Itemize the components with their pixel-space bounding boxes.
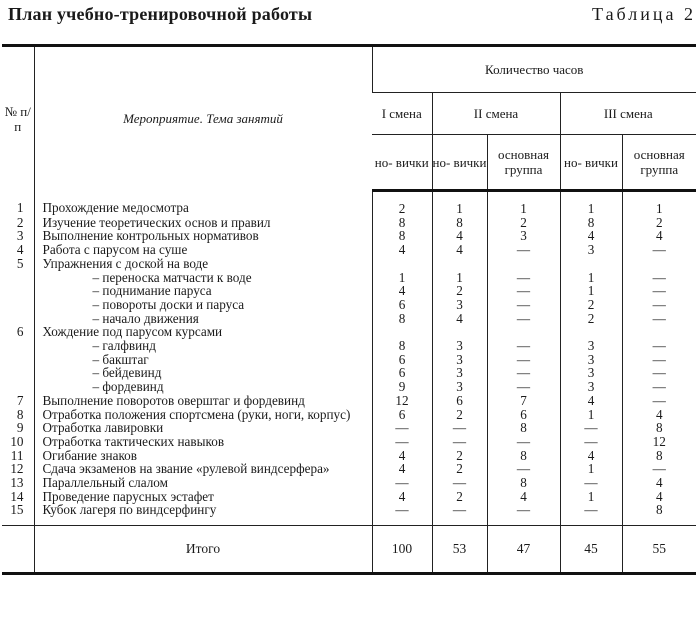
row-topic: Кубок лагеря по виндсерфингу — [34, 503, 372, 525]
row-number — [2, 271, 34, 285]
hours-value: 3 — [487, 229, 560, 243]
row-topic: Отработка лавировки — [34, 421, 372, 435]
hours-value: 8 — [487, 421, 560, 435]
hours-value — [487, 257, 560, 271]
hours-value: 1 — [487, 191, 560, 216]
col-header-shift-1: I смена — [372, 93, 432, 135]
hours-value: 4 — [560, 394, 622, 408]
row-subtopic: – поднимание паруса — [34, 284, 372, 298]
hours-value: 3 — [560, 339, 622, 353]
row-number: 11 — [10, 447, 24, 463]
row-number: 12 — [10, 461, 24, 477]
row-number — [2, 353, 34, 367]
col-header-novice: но- вички — [372, 135, 432, 191]
hours-value: — — [622, 380, 696, 394]
hours-value: 2 — [560, 312, 622, 326]
hours-value: 4 — [432, 243, 487, 257]
total-value: 45 — [560, 526, 622, 574]
row-number — [2, 284, 34, 298]
row-topic: Отработка положения спортсмена (руки, ноги, корпус) — [34, 408, 372, 422]
hours-value: — — [487, 284, 560, 298]
hours-value: 8 — [622, 421, 696, 435]
table-row — [2, 366, 696, 380]
hours-value: — — [560, 435, 622, 449]
hours-value: 1 — [560, 462, 622, 476]
table-row — [2, 462, 696, 476]
hours-value — [560, 257, 622, 271]
hours-value: — — [487, 462, 560, 476]
hours-value: 9 — [372, 380, 432, 394]
hours-value: 3 — [560, 380, 622, 394]
hours-value: 8 — [487, 476, 560, 490]
table-row — [2, 408, 696, 422]
table-header — [2, 46, 696, 191]
hours-value — [432, 257, 487, 271]
hours-value: — — [487, 503, 560, 525]
hours-value: 8 — [487, 449, 560, 463]
hours-value: 1 — [560, 284, 622, 298]
table-row — [2, 284, 696, 298]
col-header-novice: но- вички — [560, 135, 622, 191]
hours-value — [622, 325, 696, 339]
hours-value: — — [560, 476, 622, 490]
hours-value: 8 — [622, 503, 696, 525]
total-value: 47 — [487, 526, 560, 574]
hours-value: 4 — [372, 449, 432, 463]
row-topic: Упражнения с доской на воде — [34, 257, 372, 271]
table-row — [2, 229, 696, 243]
hours-value: 7 — [487, 394, 560, 408]
row-number: 8 — [16, 406, 24, 422]
table-row — [2, 298, 696, 312]
hours-value: — — [432, 421, 487, 435]
row-subtopic: – фордевинд — [34, 380, 372, 394]
page-header — [8, 4, 696, 28]
hours-value: 2 — [560, 298, 622, 312]
hours-value: 8 — [372, 229, 432, 243]
col-header-number: № п/п — [2, 46, 34, 191]
hours-value: 3 — [560, 243, 622, 257]
table-row — [2, 503, 696, 525]
row-topic: Проведение парусных эстафет — [34, 490, 372, 504]
hours-value: 2 — [432, 462, 487, 476]
hours-value: 1 — [432, 271, 487, 285]
row-subtopic: – переноска матчасти к воде — [34, 271, 372, 285]
hours-value: — — [487, 298, 560, 312]
hours-value: — — [622, 353, 696, 367]
hours-value: 4 — [487, 490, 560, 504]
hours-value: — — [487, 366, 560, 380]
row-number: 5 — [16, 255, 24, 271]
table-row — [2, 476, 696, 490]
hours-value — [560, 325, 622, 339]
hours-value: 6 — [372, 408, 432, 422]
col-header-hours: Количество часов — [372, 46, 696, 93]
total-value: 55 — [622, 526, 696, 574]
hours-value: 1 — [560, 191, 622, 216]
hours-value: 2 — [487, 216, 560, 230]
hours-value: — — [372, 476, 432, 490]
row-topic: Сдача экзаменов на звание «рулевой виндсерфера» — [34, 462, 372, 476]
hours-value: 2 — [622, 216, 696, 230]
hours-value: 4 — [372, 284, 432, 298]
table-row — [2, 394, 696, 408]
hours-value: 2 — [372, 191, 432, 216]
row-number: 1 — [16, 199, 24, 215]
hours-value: 4 — [372, 490, 432, 504]
table-row — [2, 339, 696, 353]
row-subtopic: – повороты доски и паруса — [34, 298, 372, 312]
hours-value: 3 — [432, 339, 487, 353]
row-number: 14 — [10, 488, 24, 504]
hours-value: 1 — [432, 191, 487, 216]
hours-value — [372, 257, 432, 271]
hours-value: — — [432, 503, 487, 525]
hours-value: 2 — [432, 408, 487, 422]
hours-value: — — [622, 271, 696, 285]
hours-value: 3 — [560, 353, 622, 367]
hours-value: 1 — [622, 191, 696, 216]
row-subtopic: – начало движения — [34, 312, 372, 326]
row-topic: Выполнение контрольных нормативов — [34, 229, 372, 243]
hours-value: — — [372, 503, 432, 525]
col-header-shift-3: III смена — [560, 93, 696, 135]
hours-value: — — [487, 243, 560, 257]
total-value: 100 — [372, 526, 432, 574]
hours-value: 4 — [622, 490, 696, 504]
table-body — [2, 191, 696, 526]
hours-value: 1 — [560, 490, 622, 504]
hours-value — [372, 325, 432, 339]
table-label: Таблица 2 — [592, 4, 696, 24]
hours-value: 3 — [432, 353, 487, 367]
row-topic: Огибание знаков — [34, 449, 372, 463]
row-topic: Работа с парусом на суше — [34, 243, 372, 257]
table-footer — [2, 526, 696, 574]
hours-value: — — [432, 476, 487, 490]
row-topic: Выполнение поворотов оверштаг и фордевинд — [34, 394, 372, 408]
hours-value: 4 — [622, 408, 696, 422]
row-topic: Изучение теоретических основ и правил — [34, 216, 372, 230]
col-header-novice: но- вички — [432, 135, 487, 191]
col-header-main-group: основная группа — [622, 135, 696, 191]
hours-value: — — [487, 435, 560, 449]
hours-value: 12 — [622, 435, 696, 449]
table-row — [2, 243, 696, 257]
hours-value: 3 — [432, 298, 487, 312]
total-label: Итого — [34, 526, 372, 574]
hours-value: — — [622, 312, 696, 326]
hours-value: — — [372, 435, 432, 449]
hours-value: 2 — [432, 490, 487, 504]
hours-value — [432, 325, 487, 339]
table-row — [2, 421, 696, 435]
total-row — [2, 526, 696, 574]
hours-value: 4 — [622, 476, 696, 490]
hours-value — [622, 257, 696, 271]
row-subtopic: – бакштаг — [34, 353, 372, 367]
hours-value: — — [622, 339, 696, 353]
table-row — [2, 271, 696, 285]
table-row — [2, 353, 696, 367]
hours-value: 4 — [372, 462, 432, 476]
hours-value: — — [487, 339, 560, 353]
hours-value: — — [622, 298, 696, 312]
hours-value: 6 — [372, 366, 432, 380]
hours-value: 8 — [372, 216, 432, 230]
row-number — [2, 312, 34, 326]
hours-value — [487, 325, 560, 339]
hours-value: 1 — [560, 271, 622, 285]
hours-value: 1 — [560, 408, 622, 422]
hours-value: 3 — [432, 366, 487, 380]
hours-value: 8 — [622, 449, 696, 463]
row-subtopic: – бейдевинд — [34, 366, 372, 380]
table-row — [2, 435, 696, 449]
hours-value: — — [487, 312, 560, 326]
table-row — [2, 257, 696, 271]
hours-value: 1 — [372, 271, 432, 285]
table-row — [2, 449, 696, 463]
row-topic: Хождение под парусом курсами — [34, 325, 372, 339]
hours-value: 4 — [432, 312, 487, 326]
row-number — [2, 380, 34, 394]
row-number: 3 — [16, 228, 24, 244]
hours-value: 8 — [372, 312, 432, 326]
table-row — [2, 325, 696, 339]
table-row — [2, 312, 696, 326]
row-topic: Прохождение медосмотра — [34, 191, 372, 216]
row-number: 15 — [10, 502, 24, 518]
hours-value: — — [622, 284, 696, 298]
table-row — [2, 380, 696, 394]
hours-value: 4 — [432, 229, 487, 243]
training-plan-table — [2, 44, 696, 575]
hours-value: 8 — [432, 216, 487, 230]
hours-value: 4 — [560, 449, 622, 463]
row-topic: Параллельный слалом — [34, 476, 372, 490]
hours-value: 6 — [372, 298, 432, 312]
col-header-shift-2: II смена — [432, 93, 560, 135]
hours-value: 6 — [487, 408, 560, 422]
table-row — [2, 490, 696, 504]
hours-value: 3 — [432, 380, 487, 394]
row-number: 10 — [10, 433, 24, 449]
hours-value: — — [487, 271, 560, 285]
hours-value: — — [560, 503, 622, 525]
hours-value: — — [622, 394, 696, 408]
hours-value: 4 — [560, 229, 622, 243]
table-row — [2, 216, 696, 230]
hours-value: 3 — [560, 366, 622, 380]
col-header-event: Мероприятие. Тема занятий — [34, 46, 372, 191]
row-number: 2 — [16, 214, 24, 230]
row-number — [2, 298, 34, 312]
row-topic: Отработка тактических навыков — [34, 435, 372, 449]
row-number — [2, 339, 34, 353]
hours-value: 6 — [432, 394, 487, 408]
hours-value: — — [622, 366, 696, 380]
row-number: 7 — [16, 392, 24, 408]
hours-value: 2 — [432, 284, 487, 298]
row-number — [2, 366, 34, 380]
row-number: 9 — [16, 420, 24, 436]
page-title: План учебно-тренировочной работы — [8, 4, 313, 24]
col-header-main-group: основная группа — [487, 135, 560, 191]
hours-value: — — [372, 421, 432, 435]
hours-value: — — [622, 462, 696, 476]
total-value: 53 — [432, 526, 487, 574]
hours-value: — — [432, 435, 487, 449]
hours-value: — — [622, 243, 696, 257]
hours-value: — — [560, 421, 622, 435]
hours-value: 8 — [372, 339, 432, 353]
row-number: 4 — [16, 242, 24, 258]
hours-value: — — [487, 353, 560, 367]
hours-value: 4 — [622, 229, 696, 243]
row-number: 6 — [16, 324, 24, 340]
hours-value: 8 — [560, 216, 622, 230]
hours-value: 6 — [372, 353, 432, 367]
row-number: 13 — [10, 475, 24, 491]
hours-value: — — [487, 380, 560, 394]
hours-value: 2 — [432, 449, 487, 463]
table-row — [2, 191, 696, 216]
hours-value: 12 — [372, 394, 432, 408]
row-subtopic: – галфвинд — [34, 339, 372, 353]
hours-value: 4 — [372, 243, 432, 257]
